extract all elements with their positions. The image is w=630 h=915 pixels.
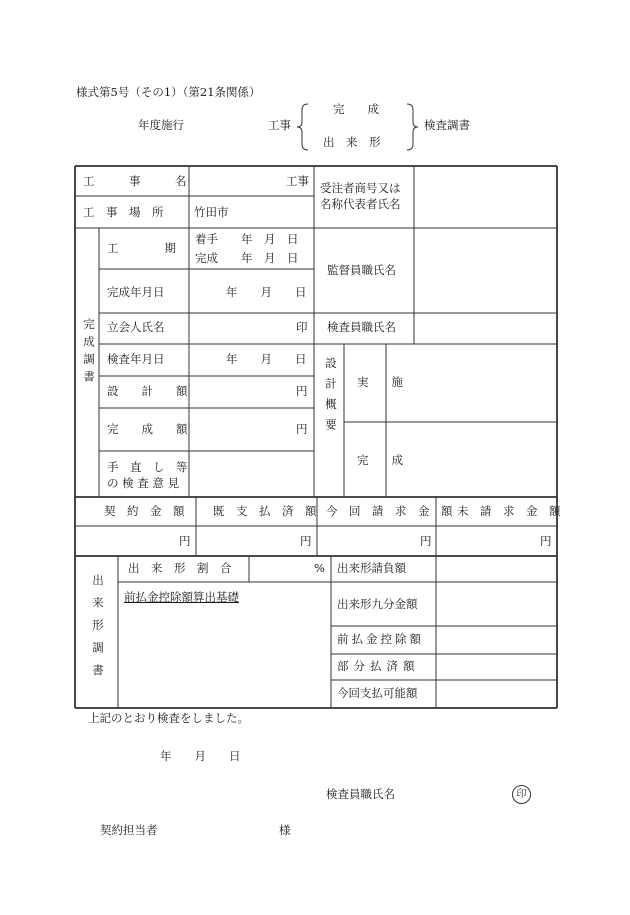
koji-basho-value: 竹田市 [194,205,229,219]
inspect-date-label: 検査年月日 [107,352,165,366]
dekigata-chosho-side-label: 出来形調書 [91,574,105,687]
seal-icon: 印 [512,785,531,804]
unclaimed-yen: 円 [540,534,552,548]
dekigata-option: 出 来 形 [323,135,381,149]
design-amount-label: 設 計 額 [107,384,188,398]
supervisor-label: 監督員職氏名 [327,263,396,277]
footer-inspector-label: 検査員職氏名 [326,787,395,801]
partial-paid-label: 部分払済額 [337,659,420,673]
right-brace-icon [403,102,421,152]
contract-amount-yen: 円 [179,534,191,548]
done-date-label: 完成年月日 [107,285,165,299]
statement-date: 年 月 日 [160,749,241,763]
rework-label-line1: 手 直 し 等 [107,460,188,474]
design-summary-side-label: 設計概要 [324,357,338,439]
paid-amount-yen: 円 [300,534,312,548]
left-brace-icon [294,102,312,152]
koji-basho-label: 工 事 場 所 [83,205,164,219]
unclaimed-label: 未 請 求 金 額 [457,504,561,518]
jisshi-label: 実 施 [357,375,403,389]
contractor-label-line2: 名称代表者氏名 [320,197,401,211]
done-amount-label: 完 成 額 [107,422,188,436]
koji-label: 工事 [268,118,291,132]
done-date-value: 年 月 日 [226,285,307,299]
payable-label: 今回支払可能額 [337,686,418,700]
percent-sign: % [314,561,325,575]
ninety-percent-label: 出来形九分金額 [337,597,418,611]
current-claim-label: 今 回 請 求 金 額 [326,504,453,518]
koji-name-suffix: 工事 [286,174,309,188]
form-number: 様式第5号（その1）（第21条関係） [76,85,261,99]
witness-seal: 印 [296,320,308,334]
period-label: 工 期 [107,241,176,255]
end-date-line: 完成 年 月 日 [195,251,299,265]
inspector-label: 検査員職氏名 [327,320,396,334]
witness-label: 立会人氏名 [107,320,165,334]
kansei-chosho-side-label: 完成調書 [82,318,96,388]
done-amount-yen: 円 [296,422,308,436]
fiscal-year-label: 年度施行 [138,118,184,132]
start-date-line: 着手 年 月 日 [195,232,299,246]
sama-label: 様 [279,823,291,837]
statement-text: 上記のとおり検査をしました。 [88,711,249,725]
design-amount-yen: 円 [296,384,308,398]
rework-label-line2: の 検 査 意 見 [107,476,180,490]
contract-officer-label: 契約担当者 [100,823,158,837]
kensa-chosho-label: 検査調書 [424,118,470,132]
advance-deduction-label: 前払金控除額 [337,632,424,646]
dekigata-contract-label: 出来形請負額 [337,561,406,575]
contract-amount-label: 契 約 金 額 [104,504,185,518]
ratio-label: 出 来 形 割 合 [128,561,232,575]
kansei-sub-label: 完 成 [357,453,403,467]
advance-basis-label: 前払金控除額算出基礎 [124,590,239,604]
koji-mei-label: 工 事 名 [83,174,187,188]
contractor-label-line1: 受注者商号又は [320,181,401,195]
inspect-date-value: 年 月 日 [226,352,307,366]
paid-amount-label: 既 支 払 済 額 [213,504,317,518]
kansei-option: 完 成 [333,102,379,116]
current-claim-yen: 円 [420,534,432,548]
